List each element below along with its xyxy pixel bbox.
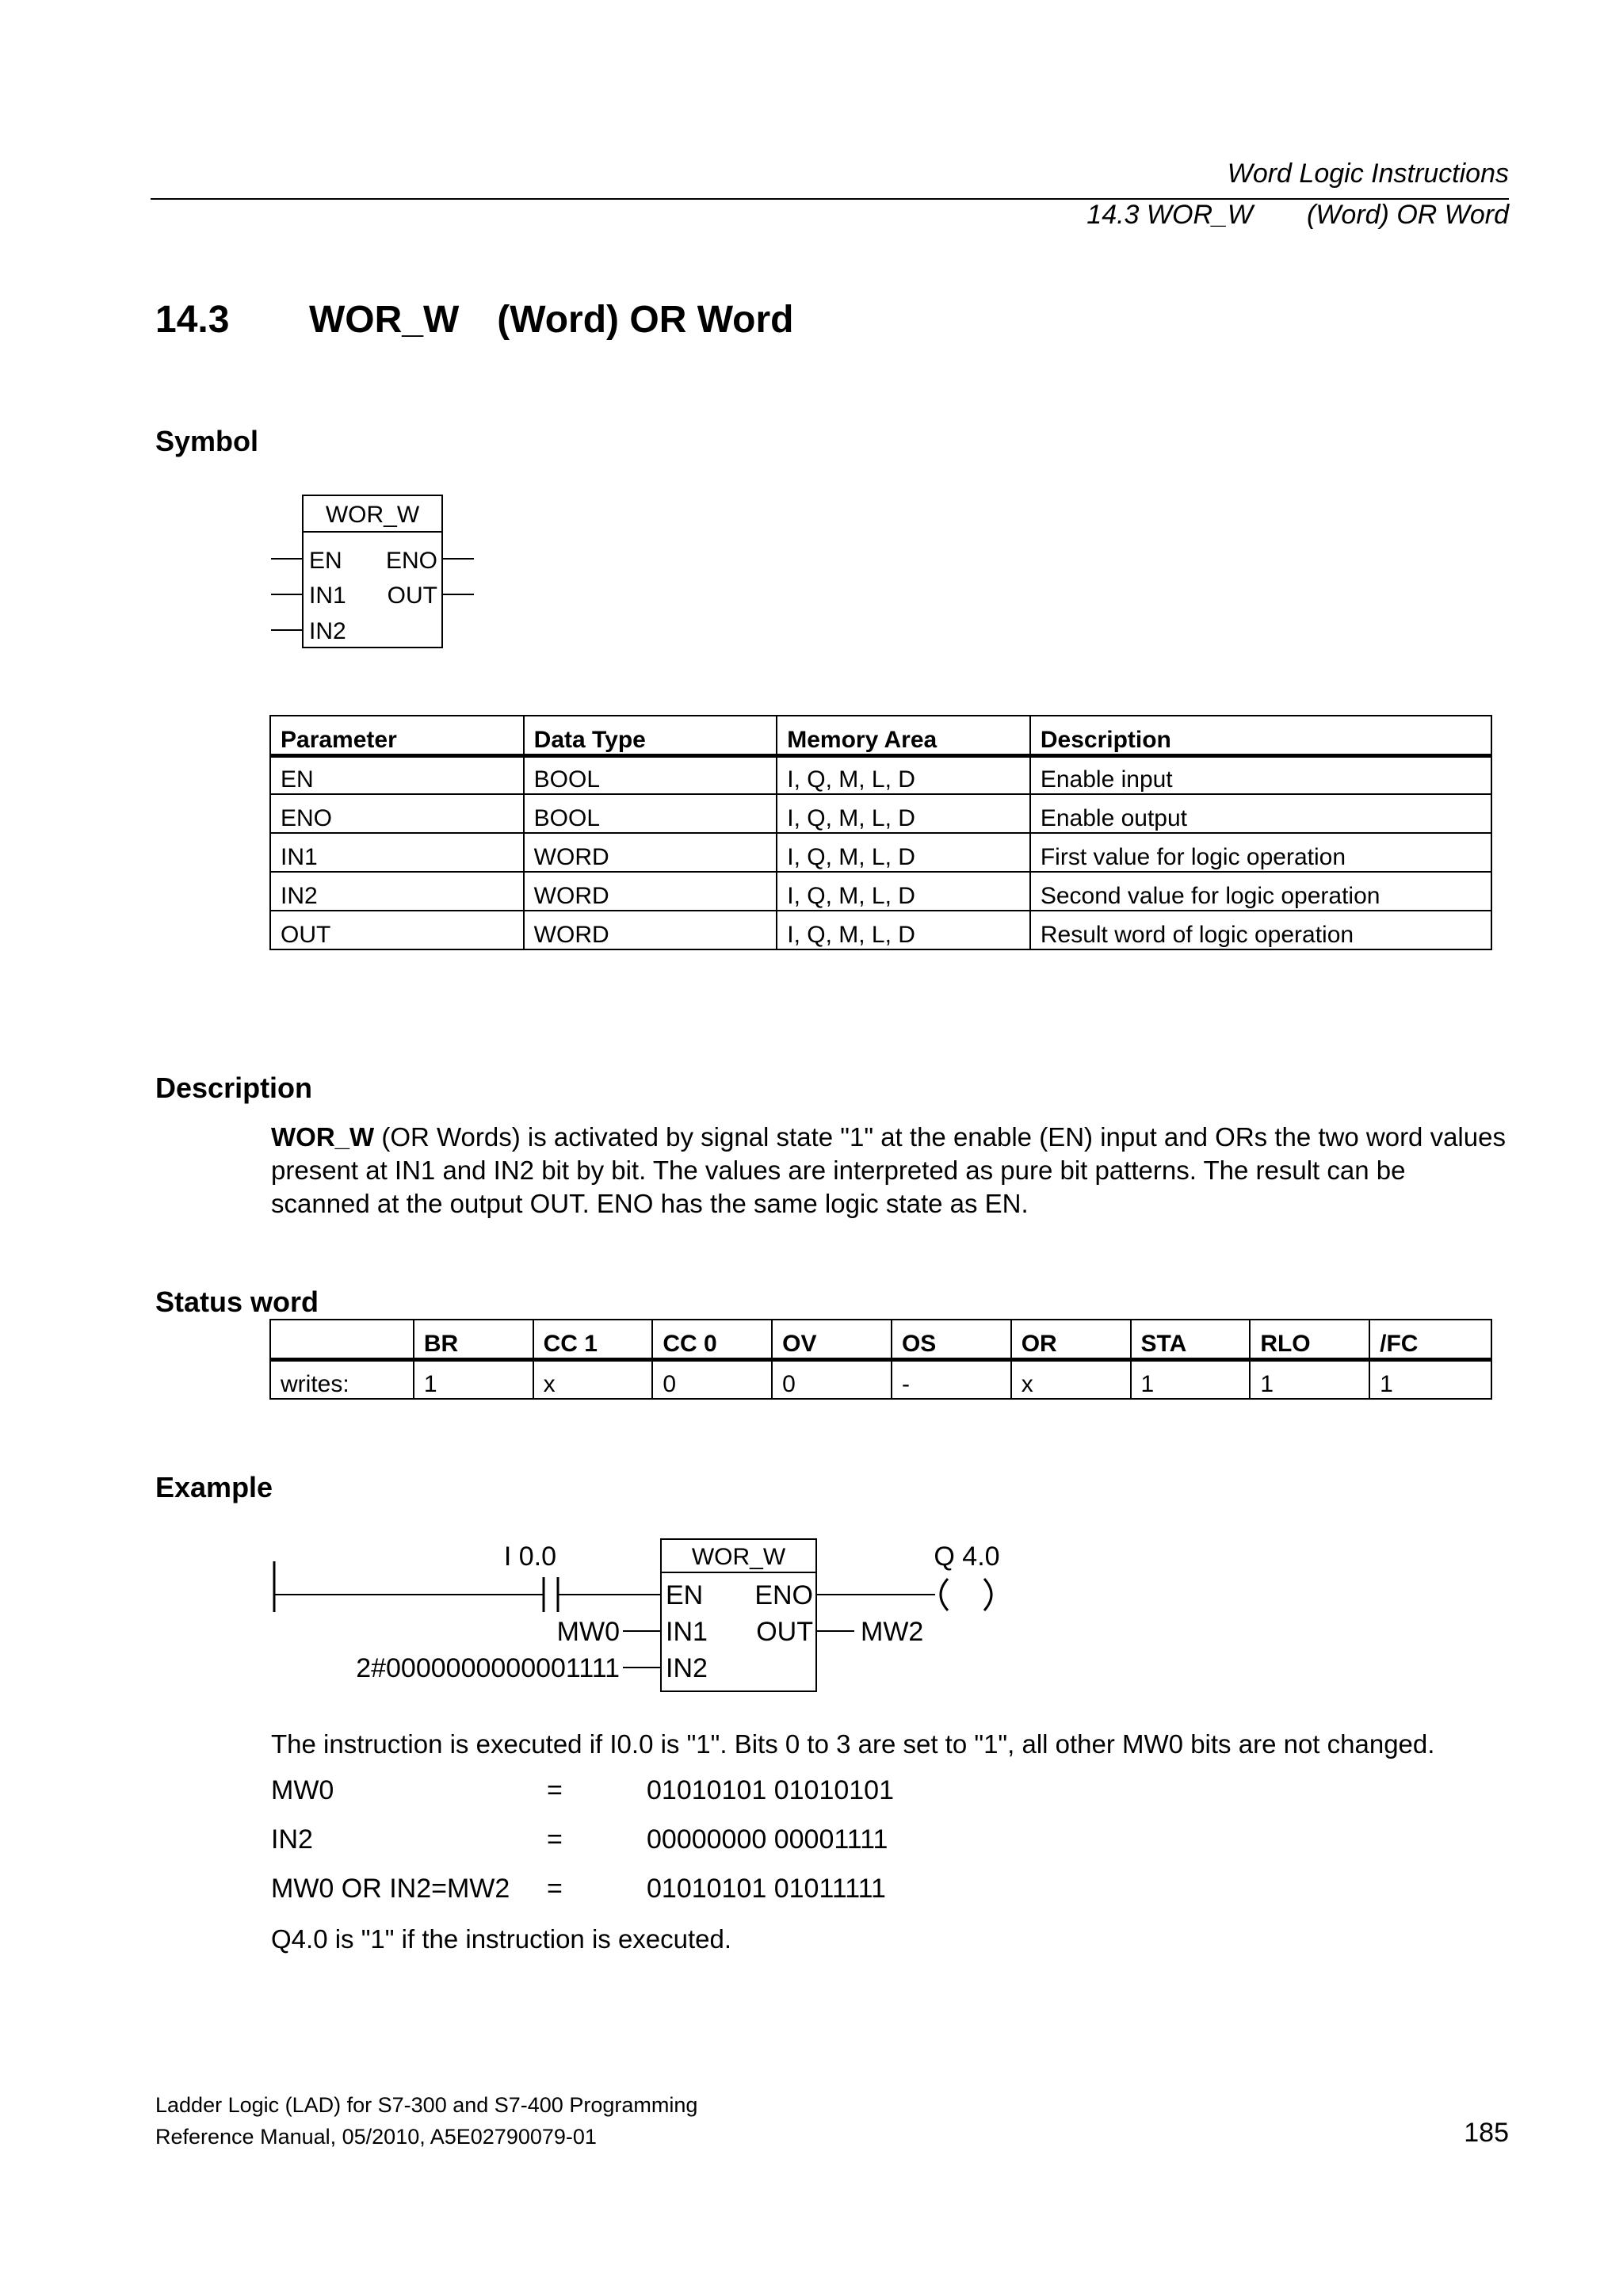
symbol-pin-out: OUT: [387, 583, 437, 609]
example-pin-in1: IN1: [666, 1617, 708, 1647]
param-cell: I, Q, M, L, D: [777, 833, 1030, 872]
status-header: STA: [1131, 1320, 1251, 1359]
table-row: [270, 755, 1491, 794]
in2-operand: 2#0000000000001111: [356, 1653, 620, 1683]
table-row: [270, 872, 1491, 911]
status-cell: x: [1011, 1359, 1131, 1399]
description-heading: Description: [155, 1072, 313, 1104]
description-lead: WOR_W: [271, 1122, 375, 1152]
table-row: [270, 794, 1491, 833]
param-cell: I, Q, M, L, D: [777, 755, 1030, 794]
param-cell: Result word of logic operation: [1030, 911, 1491, 949]
param-cell: WORD: [524, 833, 777, 872]
example-pin-en: EN: [666, 1580, 704, 1610]
symbol-heading: Symbol: [155, 425, 259, 457]
example-box-title: WOR_W: [691, 1544, 786, 1570]
footer-line-2: Reference Manual, 05/2010, A5E02790079-01: [155, 2125, 597, 2149]
coil-right-arc: [984, 1579, 991, 1610]
ladder-diagram: [262, 1522, 1054, 1696]
status-cell: writes:: [270, 1359, 414, 1399]
param-cell: OUT: [270, 911, 524, 949]
param-header: Data Type: [524, 716, 777, 755]
example-row-eq: =: [547, 1874, 563, 1904]
footer-line-1: Ladder Logic (LAD) for S7-300 and S7-400 Programming: [155, 2093, 698, 2117]
example-row-eq: =: [547, 1824, 563, 1855]
status-cell: 1: [1250, 1359, 1369, 1399]
symbol-pin-in2: IN2: [309, 618, 346, 644]
param-cell: ENO: [270, 794, 524, 833]
symbol-pin-en: EN: [309, 548, 342, 574]
status-header: OR: [1011, 1320, 1131, 1359]
param-header: Parameter: [270, 716, 524, 755]
status-header: /FC: [1369, 1320, 1491, 1359]
running-header-chapter: Word Logic Instructions: [1227, 159, 1509, 189]
status-cell: 0: [652, 1359, 772, 1399]
symbol-box-title: WOR_W: [325, 502, 420, 528]
param-cell: Enable output: [1030, 794, 1491, 833]
symbol-pin-eno: ENO: [385, 548, 437, 574]
status-cell: -: [892, 1359, 1011, 1399]
table-row: [270, 833, 1491, 872]
page-title: WOR_W (Word) OR Word: [309, 299, 794, 341]
coil-left-arc: [941, 1579, 948, 1610]
status-header: [270, 1320, 414, 1359]
status-header: OS: [892, 1320, 1011, 1359]
out-operand: MW2: [861, 1617, 924, 1647]
table-row: [270, 1359, 1491, 1399]
status-cell: 1: [1131, 1359, 1251, 1399]
example-row-label: IN2: [271, 1824, 313, 1855]
table-row: [270, 911, 1491, 949]
param-cell: WORD: [524, 872, 777, 911]
example-row-label: MW0: [271, 1775, 334, 1805]
param-cell: I, Q, M, L, D: [777, 794, 1030, 833]
param-cell: BOOL: [524, 794, 777, 833]
page-number: 185: [1464, 2118, 1509, 2148]
symbol-pin-in1: IN1: [309, 583, 346, 609]
example-pin-out: OUT: [756, 1617, 813, 1647]
example-intro: The instruction is executed if I0.0 is "1". Bits 0 to 3 are set to "1", all other MW0 bits are not changed.: [271, 1729, 1435, 1759]
status-word-table: [269, 1319, 1492, 1400]
section-number: 14.3: [155, 299, 230, 341]
param-cell: BOOL: [524, 755, 777, 794]
example-row-value: 00000000 00001111: [647, 1824, 888, 1855]
status-header: CC 0: [652, 1320, 772, 1359]
param-cell: First value for logic operation: [1030, 833, 1491, 872]
param-cell: IN1: [270, 833, 524, 872]
param-header: Memory Area: [777, 716, 1030, 755]
coil-label: Q 4.0: [934, 1541, 1000, 1572]
description-text: (OR Words) is activated by signal state "1" at the enable (EN) input and ORs the two word values present at IN1 and IN2 bit by bit. The values are interpreted as pure bit patterns. The result can be scanned at the output OUT. ENO has the same logic state as EN.: [271, 1122, 1506, 1218]
running-header-section: 14.3 WOR_W (Word) OR Word: [1086, 200, 1509, 230]
status-word-heading: Status word: [155, 1286, 319, 1318]
status-header: BR: [414, 1320, 533, 1359]
param-cell: Enable input: [1030, 755, 1491, 794]
example-closing: Q4.0 is "1" if the instruction is executed.: [271, 1924, 732, 1954]
in1-operand: MW0: [556, 1617, 620, 1647]
status-cell: 0: [772, 1359, 892, 1399]
param-cell: WORD: [524, 911, 777, 949]
parameter-table: [269, 715, 1492, 950]
param-cell: I, Q, M, L, D: [777, 911, 1030, 949]
param-header: Description: [1030, 716, 1491, 755]
example-row-value: 01010101 01010101: [647, 1775, 894, 1805]
example-pin-in2: IN2: [666, 1653, 708, 1683]
status-cell: 1: [414, 1359, 533, 1399]
param-cell: Second value for logic operation: [1030, 872, 1491, 911]
example-row-value: 01010101 01011111: [647, 1874, 886, 1904]
status-cell: 1: [1369, 1359, 1491, 1399]
status-header: RLO: [1250, 1320, 1369, 1359]
example-row-label: MW0 OR IN2=MW2: [271, 1874, 510, 1904]
example-heading: Example: [155, 1471, 273, 1503]
param-cell: EN: [270, 755, 524, 794]
status-cell: x: [533, 1359, 653, 1399]
status-header: CC 1: [533, 1320, 653, 1359]
example-row-eq: =: [547, 1775, 563, 1805]
example-pin-eno: ENO: [754, 1580, 813, 1610]
status-header: OV: [772, 1320, 892, 1359]
symbol-diagram: [262, 487, 499, 654]
contact-label: I 0.0: [503, 1541, 556, 1572]
description-paragraph: [271, 1121, 1507, 1221]
param-cell: IN2: [270, 872, 524, 911]
param-cell: I, Q, M, L, D: [777, 872, 1030, 911]
